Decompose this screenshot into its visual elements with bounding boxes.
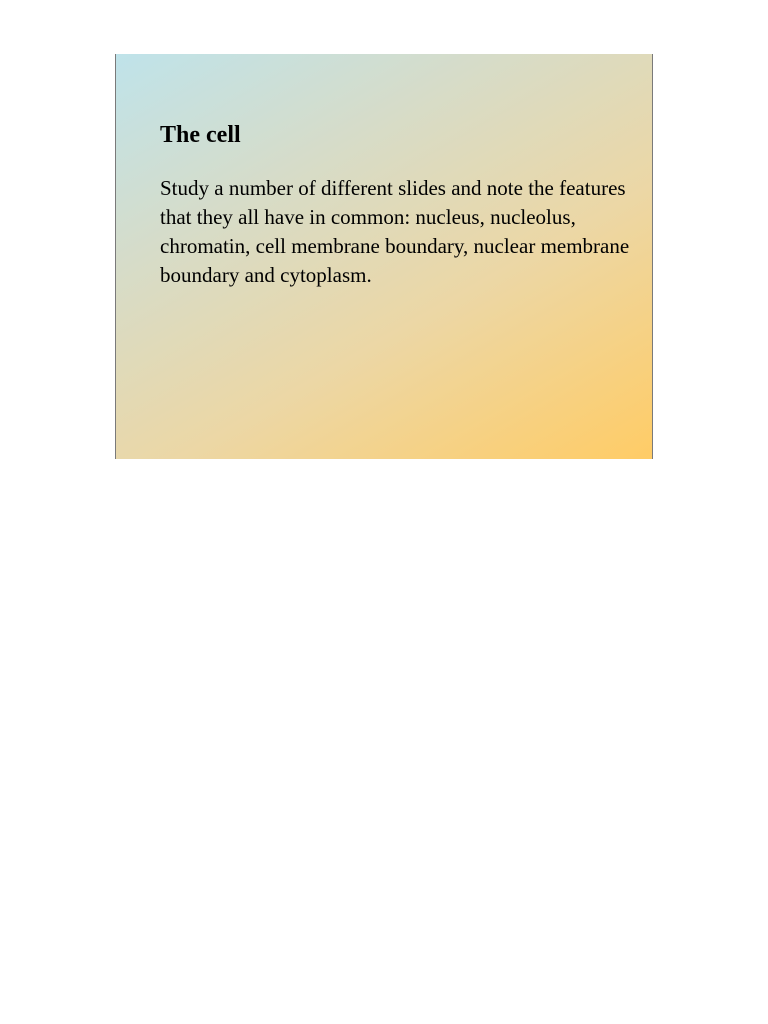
slide-body-text: Study a number of different slides and note the features that they all have in common: nucleus, nucleolus, chromatin, cell membrane boundary, nuclear membrane boundary and cytoplasm. — [160, 176, 630, 287]
slide-title: The cell — [160, 122, 241, 148]
slide-panel — [115, 54, 653, 459]
